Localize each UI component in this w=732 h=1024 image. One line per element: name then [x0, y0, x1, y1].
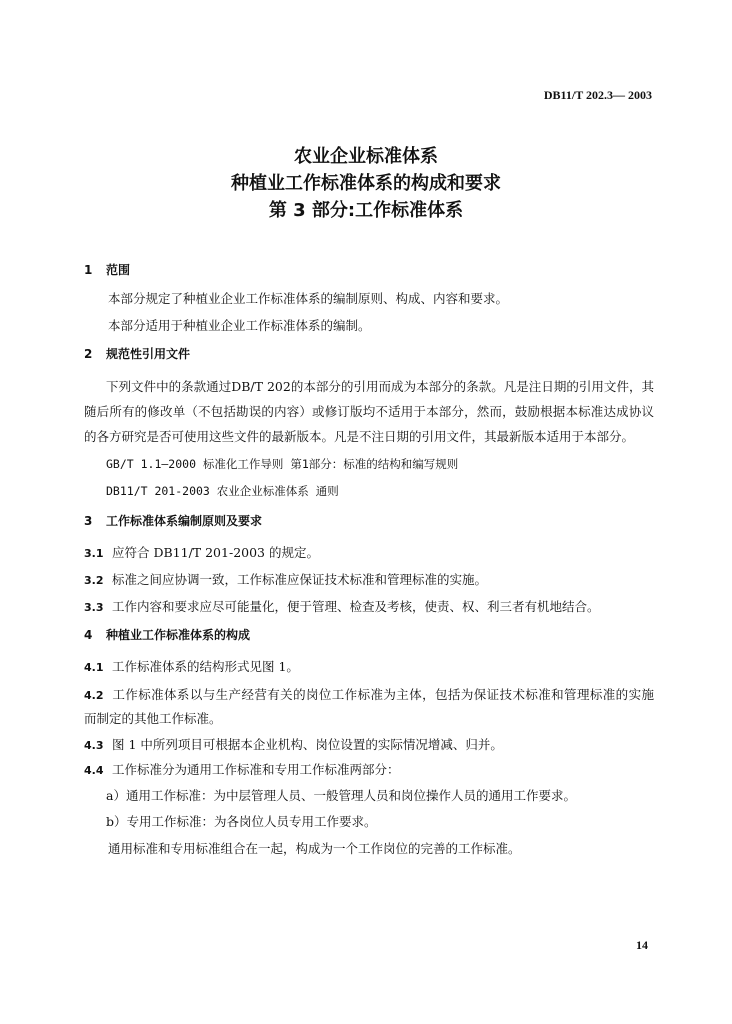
- title-line-3: 第 3 部分:工作标准体系: [268, 200, 464, 221]
- clause-3-1: [84, 545, 319, 562]
- clause-number: 4.2: [84, 689, 104, 702]
- paragraph: 本部分规定了种植业企业工作标准体系的编制原则、构成、内容和要求。: [108, 291, 509, 306]
- clause-4-2: [84, 687, 654, 704]
- paragraph: 本部分适用于种植业企业工作标准体系的编制。: [108, 318, 371, 333]
- paragraph-line: 而制定的其他工作标准。: [84, 711, 222, 726]
- title-line-1: 农业企业标准体系: [294, 146, 438, 167]
- clause-number: 4.1: [84, 661, 104, 674]
- section-3-heading: [84, 513, 262, 529]
- clause-4-4: [84, 762, 400, 779]
- list-item-a: a）通用工作标准：为中层管理人员、一般管理人员和岗位操作人员的通用工作要求。: [106, 788, 576, 803]
- clause-number: 3.3: [84, 601, 104, 614]
- title-line-2: 种植业工作标准体系的构成和要求: [231, 173, 501, 194]
- clause-number: 4.3: [84, 739, 104, 752]
- section-number: 3: [84, 514, 93, 528]
- clause-3-2: [84, 572, 487, 589]
- paragraph: 通用标准和专用标准组合在一起，构成为一个工作岗位的完善的工作标准。: [108, 841, 521, 856]
- document-title: [0, 143, 732, 224]
- page-number: 14: [636, 938, 648, 952]
- section-number: 4: [84, 628, 93, 642]
- section-4-heading: [84, 627, 250, 643]
- section-1-heading: [84, 262, 130, 278]
- section-number: 2: [84, 347, 93, 361]
- paragraph-line: 随后所有的修改单（不包括勘误的内容）或修订版均不适用于本部分，然而，鼓励根据本标准达成协议: [84, 404, 654, 419]
- clause-text: 图 1 中所列项目可根据本企业机构、岗位设置的实际情况增减、归并。: [112, 737, 503, 752]
- clause-4-3: [84, 737, 503, 754]
- paragraph-line: 的各方研究是否可使用这些文件的最新版本。凡是不注日期的引用文件，其最新版本适用于本部分。: [84, 429, 635, 444]
- list-item-b: b）专用工作标准：为各岗位人员专用工作要求。: [106, 814, 377, 829]
- normative-reference: GB/T 1.1—2000 标准化工作导则 第1部分：标准的结构和编写规则: [106, 457, 459, 471]
- section-title: 工作标准体系编制原则及要求: [106, 514, 263, 528]
- section-number: 1: [84, 263, 93, 277]
- clause-text: 工作标准分为通用工作标准和专用工作标准两部分：: [112, 762, 400, 777]
- section-title: 范围: [106, 263, 131, 277]
- clause-3-3: [84, 599, 600, 616]
- normative-reference: DB11/T 201-2003 农业企业标准体系 通则: [106, 484, 339, 498]
- section-2-heading: [84, 346, 190, 362]
- clause-number: 3.2: [84, 574, 104, 587]
- paragraph-line: 下列文件中的条款通过DB/T 202的本部分的引用而成为本部分的条款。凡是注日期的引用文件，其: [106, 379, 654, 394]
- clause-4-1: [84, 659, 299, 676]
- clause-text: 工作内容和要求应尽可能量化，便于管理、检查及考核，使责、权、利三者有机地结合。: [112, 599, 600, 614]
- clause-text: 工作标准体系以与生产经营有关的岗位工作标准为主体，包括为保证技术标准和管理标准的实施: [112, 687, 654, 702]
- clause-number: 3.1: [84, 547, 104, 560]
- clause-text: 标准之间应协调一致，工作标准应保证技术标准和管理标准的实施。: [112, 572, 488, 587]
- section-title: 规范性引用文件: [106, 347, 191, 361]
- clause-number: 4.4: [84, 764, 104, 777]
- clause-text: 工作标准体系的结构形式见图 1。: [112, 659, 299, 674]
- clause-text: 应符合 DB11/T 201-2003 的规定。: [112, 545, 319, 560]
- section-title: 种植业工作标准体系的构成: [106, 628, 251, 642]
- document-code: DB11/T 202.3— 2003: [543, 88, 652, 102]
